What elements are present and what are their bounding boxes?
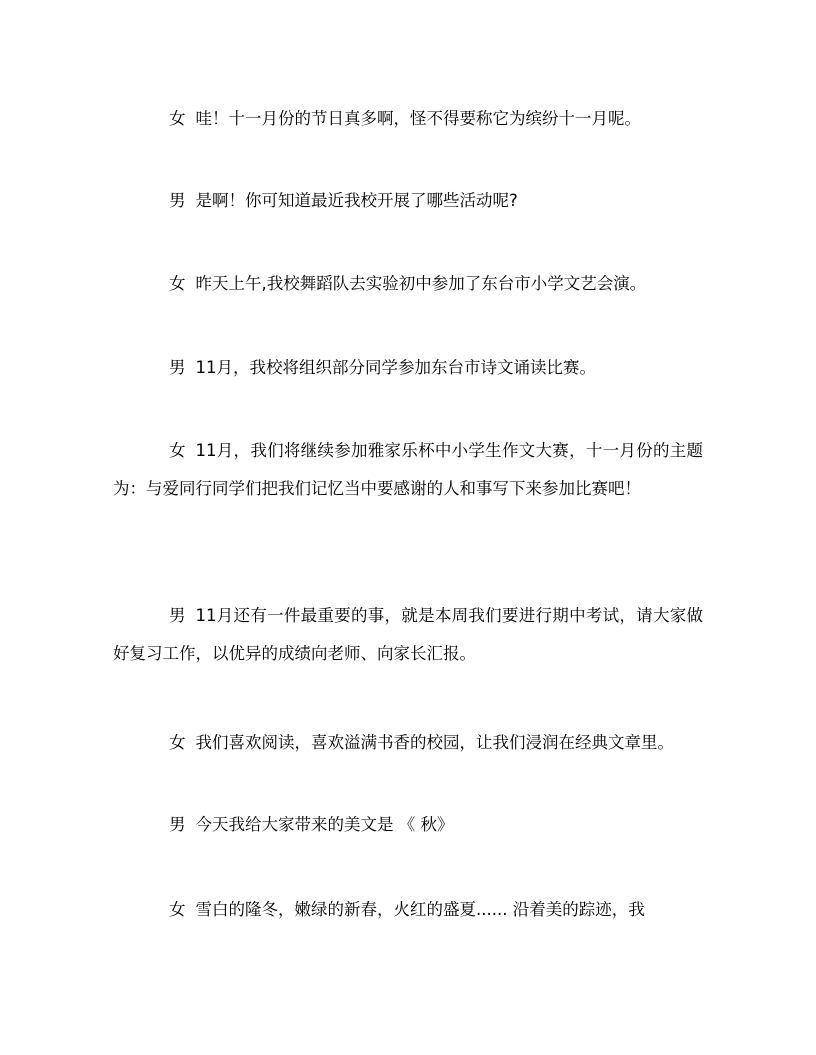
- dialogue-paragraph: [113, 891, 703, 929]
- dialogue-text: 11月还有一件最重要的事，就是本周我们要进行期中考试，请大家做好复习工作，以优异的成绩向老师、向家长汇报。: [113, 606, 703, 663]
- dialogue-text: 我们喜欢阅读，喜欢溢满书香的校园，让我们浸润在经典文章里。: [195, 733, 674, 752]
- speaker-label: 男: [169, 358, 186, 377]
- speaker-label: 女: [169, 441, 186, 460]
- dialogue-text: 今天我给大家带来的美文是 《 秋》: [195, 815, 454, 834]
- dialogue-paragraph: [113, 806, 703, 844]
- dialogue-text: 11月，我们将继续参加雅家乐杯中小学生作文大赛，十一月份的主题为：与爱同行同学们把我们记忆当中要感谢的人和事写下来参加比赛吧！: [113, 441, 703, 498]
- speaker-label: 女: [169, 274, 186, 293]
- dialogue-paragraph: [113, 100, 703, 138]
- dialogue-paragraph: [113, 724, 703, 762]
- dialogue-paragraph: [113, 597, 703, 673]
- dialogue-paragraph: [113, 432, 703, 508]
- dialogue-text: 昨天上午,我校舞蹈队去实验初中参加了东台市小学文艺会演。: [195, 274, 647, 293]
- speaker-label: 男: [169, 191, 186, 210]
- dialogue-paragraph: [113, 182, 703, 220]
- dialogue-paragraph: [113, 265, 703, 303]
- dialogue-text: 是啊！你可知道最近我校开展了哪些活动呢?: [195, 191, 518, 210]
- speaker-label: 女: [169, 900, 186, 919]
- dialogue-paragraph: [113, 349, 703, 387]
- dialogue-text: 11月，我校将组织部分同学参加东台市诗文诵读比赛。: [195, 358, 596, 377]
- speaker-label: 男: [169, 606, 186, 625]
- dialogue-text: 雪白的隆冬，嫩绿的新春，火红的盛夏...... 沿着美的踪迹，我: [195, 900, 645, 919]
- speaker-label: 女: [169, 733, 186, 752]
- speaker-label: 男: [169, 815, 186, 834]
- speaker-label: 女: [169, 109, 186, 128]
- dialogue-text: 哇！十一月份的节日真多啊，怪不得要称它为缤纷十一月呢。: [195, 109, 641, 128]
